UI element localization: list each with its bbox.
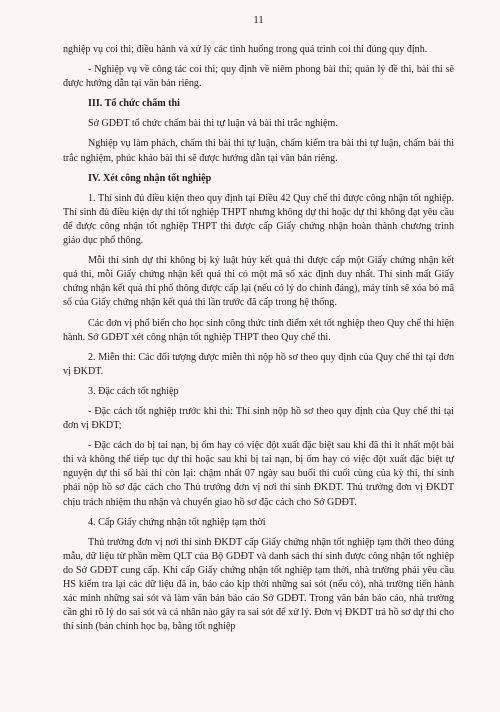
paragraph: 1. Thí sinh đủ điều kiện theo quy định tại Điều 42 Quy chế thi được công nhận tốt nghiệp. Thí sinh đủ điều kiện dự thi tốt nghiệp THPT nhưng không dự thi hoặc dự thi không đạt yêu cầu để được công nhận tốt nghiệp THPT thì được cấp Giấy chứng nhận hoàn thành chương trình giáo dục phổ thông. (63, 192, 454, 247)
paragraph: Mỗi thí sinh dự thi không bị kỷ luật hủy kết quả thi được cấp một Giấy chứng nhận kết quả thi, mỗi Giấy chứng nhận kết quả thi có một mã số xác định duy nhất. Thí sinh mất Giấy chứng nhận kết quả thi phổ thông được cấp lại (nếu có lý do chính đáng), máy tính sẽ xóa bỏ mã số của Giấy chứng nhận kết quả thi lần trước đã cấp trong hệ thống. (63, 255, 454, 309)
section-heading: III. Tổ chức chấm thi (88, 98, 180, 110)
paragraph: 3. Đặc cách tốt nghiệp (88, 385, 179, 397)
paragraph: nghiệp vụ coi thi; điều hành và xử lý các tình huống trong quá trình coi thi đúng quy định. (63, 44, 428, 55)
paragraph: Sở GDĐT tổ chức chấm bài thi tự luận và bài thi trắc nghiệm. (88, 118, 338, 130)
paragraph: Nghiệp vụ làm phách, chấm thi bài thi tự luận, chấm kiểm tra bài thi tự luận, chấm bài thi trắc nghiệm, phúc khảo bài thi sẽ được hướng dẫn tại văn bản riêng. (63, 138, 454, 164)
paragraph: Các đơn vị phổ biến cho học sinh công thức tính điểm xét tốt nghiệp theo Quy chế thi hiện hành. Sở GDĐT xét công nhận tốt nghiệp THPT theo Quy chế thi. (63, 317, 454, 343)
section-heading: IV. Xét công nhận tốt nghiệp (88, 172, 212, 184)
paragraph: 2. Miễn thi: Các đối tượng được miễn thi nộp hồ sơ theo quy định của Quy chế thi tại đơn vị ĐKDT. (63, 351, 454, 377)
paragraph: - Nghiệp vụ về công tác coi thi; quy định về niêm phong bài thi; quản lý đề thi, bài thi sẽ được hướng dẫn tại văn bản riêng. (63, 64, 454, 90)
paragraph: 4. Cấp Giấy chứng nhận tốt nghiệp tạm thời (88, 516, 266, 528)
paragraph: - Đặc cách tốt nghiệp trước khi thi: Thí sinh nộp hồ sơ theo quy định của Quy chế thi tại đơn vị ĐKDT; (63, 405, 454, 432)
page-number: 11 (253, 14, 264, 26)
paragraph: Thủ trưởng đơn vị nơi thí sinh ĐKDT cấp Giấy chứng nhận tốt nghiệp tạm thời theo đúng mẫu, dữ liệu từ phần mềm QLT của Bộ GDĐT và danh sách thí sinh được công nhận tốt nghiệp do Sở GDĐT cung cấp. Khi cấp Giấy chứng nhận tốt nghiệp tạm thời, nhà trường phải yêu cầu HS kiểm tra lại các dữ liệu đã in, báo cáo kịp thời những sai sót (nếu có), nhà trường tiến hành xác minh những sai sót và làm văn bản báo cáo Sở GDĐT. Trong văn bản báo cáo, nhà trường cần ghi rõ lý do sai sót và cá nhân nào gây ra sai sót để xử lý. Đơn vị ĐKDT trả hồ sơ dự thi cho thí sinh (bản chính học bạ, bằng tốt nghiệp (63, 536, 454, 633)
paragraph: - Đặc cách do bị tai nạn, bị ốm hay có việc đột xuất đặc biệt sau khi đã thi ít nhất một bài thi và không thể tiếp tục dự thi hoặc sau khi bị tai nạn, bị ốm hay có việc đột xuất đặc biệt tự nguyện dự thi số bài thi còn lại: chậm nhất 07 ngày sau buổi thi cuối cùng của kỳ thi, thí sinh phải nộp hồ sơ đặc cách cho Thủ trưởng đơn vị nơi thí sinh ĐKDT. Thủ trưởng đơn vị ĐKDT chịu trách nhiệm thu nhận và chuyển giao hồ sơ đặc cách cho Sở GDĐT. (63, 440, 454, 508)
